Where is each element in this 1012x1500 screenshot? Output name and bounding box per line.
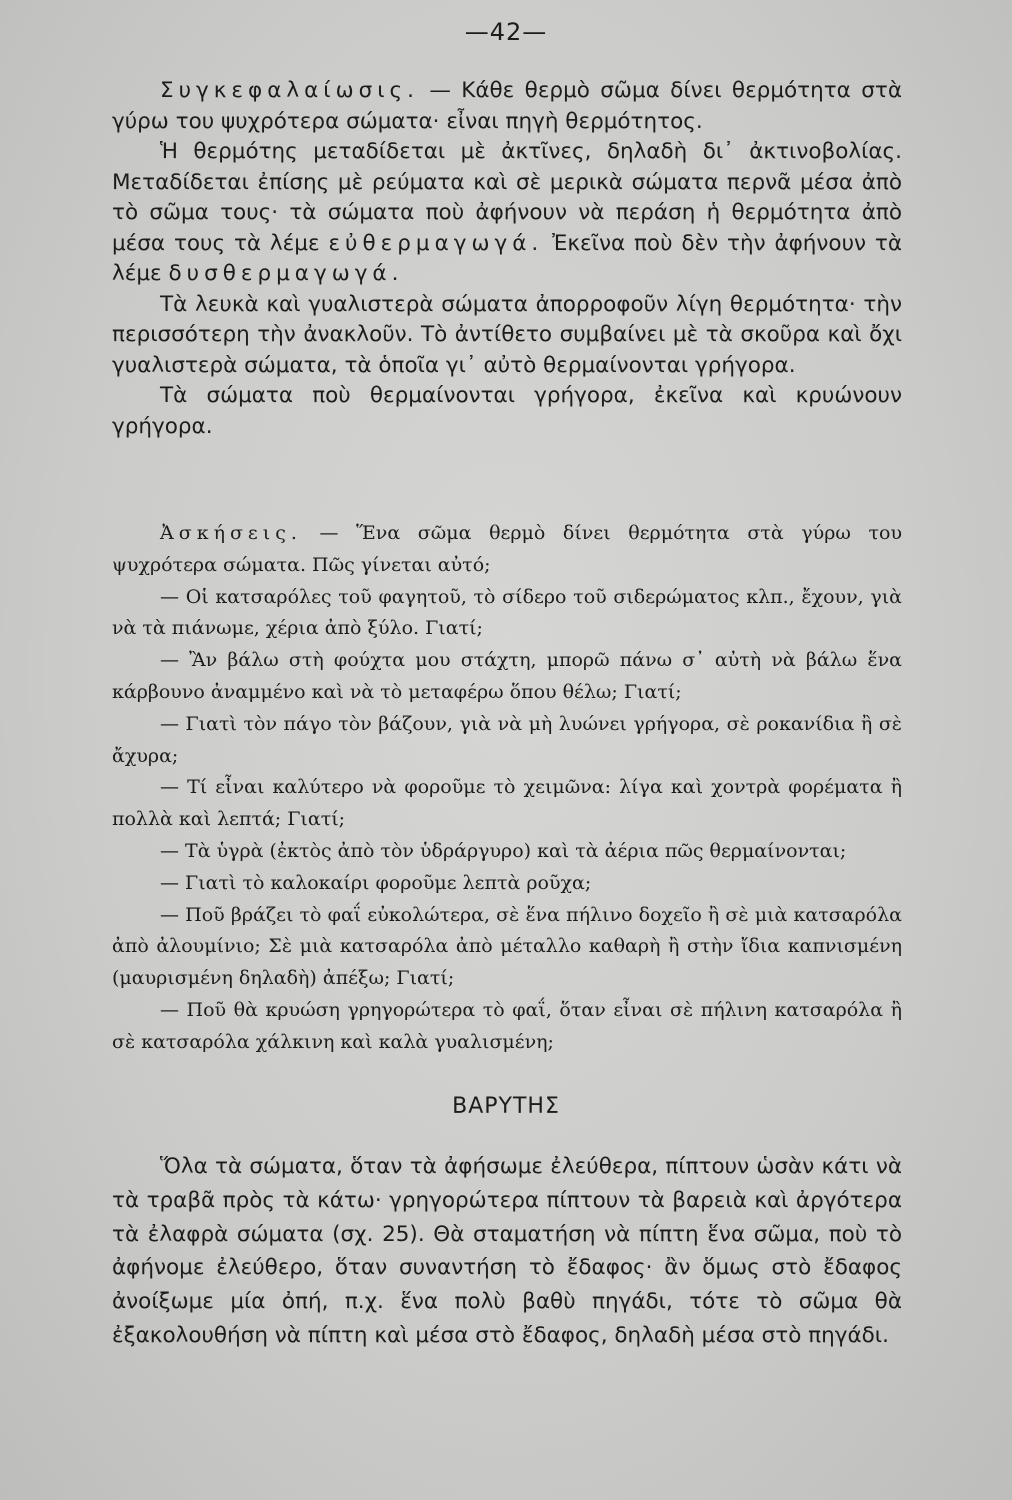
exercises-label: Ἀσκήσεις.	[160, 522, 302, 544]
term-eutheramagoga: εὐθερμαγωγά.	[328, 230, 544, 256]
exercise-item: — Τὰ ὑγρὰ (ἐκτὸς ἀπὸ τὸν ὑδράργυρο) καὶ τὰ ἀέρια πῶς θερμαίνονται;	[160, 839, 847, 862]
exercise-item: — Γιατὶ τὸ καλοκαίρι φοροῦμε λεπτὰ ροῦχα;	[160, 871, 592, 894]
summary-paragraph-3: Τὰ λευκὰ καὶ γυαλιστερὰ σώματα ἀπορροφοῦν λίγη θερμότητα· τὴν περισσότερη τὴν ἀνακλοῦν. Τὸ ἀντίθετο συμβαίνει μὲ τὰ σκοῦρα καὶ ὄχι γυαλιστερὰ σώματα, τὰ ὁποῖα γι᾽ αὐτὸ θερμαίνονται γρήγορα.	[112, 291, 902, 378]
summary-paragraph-4: Τὰ σώματα ποὺ θερμαίνονται γρήγορα, ἐκεῖνα καὶ κρυώνουν γρήγορα.	[112, 383, 902, 439]
exercise-item: — Οἱ κατσαρόλες τοῦ φαγητοῦ, τὸ σίδερο τοῦ σιδερώματος κλπ., ἔχουν, γιὰ νὰ τὰ πιάνωμε, χέρια ἀπὸ ξύλο. Γιατί;	[112, 585, 902, 640]
summary-section	[112, 76, 902, 442]
summary-paragraph-2: Ἡ θερμότης μεταδίδεται μὲ ἀκτῖνες, δηλαδὴ δι᾽ ἀκτινοβολίας. Μεταδίδεται ἐπίσης μὲ ρεύματα καὶ σὲ μερικὰ σώματα περνᾶ μέσα ἀπὸ τὸ σῶμα τους· τὰ σώματα ποὺ ἀφήνουν νὰ περάση ἡ θερμότητα ἀπὸ μέσα τους τὰ λέμε εὐθερμαγωγά. Ἐκεῖνα ποὺ δὲν τὴν ἀφήνουν τὰ λέμε δυσθερμαγωγά.	[112, 139, 903, 286]
summary-label: Συγκεφαλαίωσις.	[160, 78, 419, 103]
exercise-item: — Ποῦ θὰ κρυώση γρηγορώτερα τὸ φαΐ, ὅταν εἶναι σὲ πήλινη κατσαρόλα ἢ σὲ κατσαρόλα χάλκινη καὶ καλὰ γυαλισμένη;	[112, 998, 902, 1053]
gravity-section	[112, 1150, 902, 1353]
exercise-item: — Ἂν βάλω στὴ φούχτα μου στάχτη, μπορῶ πάνω σ᾽ αὐτὴ νὰ βάλω ἕνα κάρβουνο ἀναμμένο καὶ νὰ τὸ μεταφέρω ὅπου θέλω; Γιατί;	[112, 649, 902, 703]
exercises-intro: Ἀσκήσεις. — Ἕνα σῶμα θερμὸ δίνει θερμότητα στὰ γύρω του ψυχρότερα σώματα. Πῶς γίνεται αὐτό;	[112, 522, 902, 576]
exercise-item: — Τί εἶναι καλύτερο νὰ φοροῦμε τὸ χειμῶνα: λίγα καὶ χοντρὰ φορέματα ἢ πολλὰ καὶ λεπτά; Γιατί;	[112, 776, 902, 831]
exercise-item: — Ποῦ βράζει τὸ φαΐ εὐκολώτερα, σὲ ἕνα πήλινο δοχεῖο ἢ σὲ μιὰ κατσαρόλα ἀπὸ ἀλουμίνιο; Σὲ μιὰ κατσαρόλα ἀπὸ μέταλλο καθαρὴ ἢ στὴν ἴδια καπνισμένη (μαυρισμένη δηλαδὴ) ἀπέξω; Γιατί;	[112, 903, 902, 990]
page-number: —42—	[464, 18, 548, 46]
exercises-section	[112, 518, 902, 1059]
section-heading-gravity: ΒΑΡΥΤΗΣ	[452, 1094, 560, 1119]
exercise-item: — Γιατὶ τὸν πάγο τὸν βάζουν, γιὰ νὰ μὴ λυώνει γρήγορα, σὲ ροκανίδια ἢ σὲ ἄχυρα;	[112, 712, 902, 767]
gravity-paragraph: Ὅλα τὰ σώματα, ὅταν τὰ ἀφήσωμε ἐλεύθερα, πίπτουν ὡσὰν κάτι νὰ τὰ τραβᾶ πρὸς τὰ κάτω· γρηγορώτερα πίπτουν τὰ βαρειὰ καὶ ἀργότερα τὰ ἐλαφρὰ σώματα (σχ. 25). Θὰ σταματήση νὰ πίπτη ἕνα σῶμα, ποὺ τὸ ἀφήνομε ἐλεύθερο, ὅταν συναντήση τὸ ἔδαφος· ἂν ὅμως στὸ ἔδαφος ἀνοίξωμε μία ὀπή, π.χ. ἕνα πολὺ βαθὺ πηγάδι, τότε τὸ σῶμα θὰ ἐξακολουθήση νὰ πίπτη καὶ μέσα στὸ ἔδαφος, δηλαδὴ μέσα στὸ πηγάδι.	[112, 1154, 902, 1348]
term-dystheramagoga: δυσθερμαγωγά.	[168, 261, 404, 286]
summary-paragraph-1: Συγκεφαλαίωσις. — Κάθε θερμὸ σῶμα δίνει θερμότητα στὰ γύρω του ψυχρότερα σώματα· εἶναι πηγὴ θερμότητος.	[112, 78, 902, 134]
